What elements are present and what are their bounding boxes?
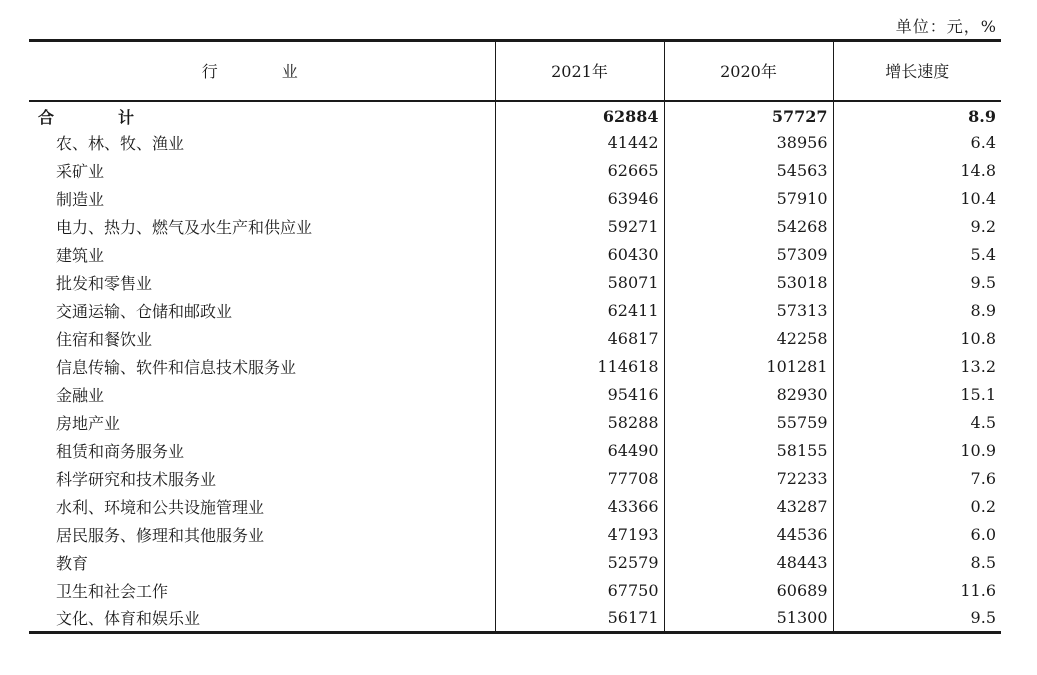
row-value-2021: 62884 bbox=[495, 101, 664, 129]
header-2021: 2021年 bbox=[495, 41, 664, 101]
table-row-total bbox=[29, 101, 1001, 129]
row-value-2020: 57313 bbox=[664, 297, 833, 325]
table-row bbox=[29, 185, 1001, 213]
row-name: 卫生和社会工作 bbox=[56, 582, 169, 601]
row-value-2021: 41442 bbox=[495, 129, 664, 157]
row-growth: 11.6 bbox=[833, 577, 1001, 605]
row-growth: 15.1 bbox=[833, 381, 1001, 409]
row-value-2020: 82930 bbox=[664, 381, 833, 409]
row-growth: 6.0 bbox=[833, 521, 1001, 549]
row-value-2020: 58155 bbox=[664, 437, 833, 465]
row-growth: 0.2 bbox=[833, 493, 1001, 521]
table-row bbox=[29, 353, 1001, 381]
row-value-2020: 48443 bbox=[664, 549, 833, 577]
header-industry: 行 业 bbox=[29, 41, 495, 101]
row-value-2020: 42258 bbox=[664, 325, 833, 353]
row-name: 信息传输、软件和信息技术服务业 bbox=[56, 358, 297, 377]
row-growth: 8.9 bbox=[833, 101, 1001, 129]
row-name: 科学研究和技术服务业 bbox=[56, 470, 217, 489]
row-value-2020: 55759 bbox=[664, 409, 833, 437]
row-value-2021: 64490 bbox=[495, 437, 664, 465]
row-growth: 5.4 bbox=[833, 241, 1001, 269]
table-row bbox=[29, 409, 1001, 437]
table-row bbox=[29, 241, 1001, 269]
row-value-2021: 46817 bbox=[495, 325, 664, 353]
row-name: 合 计 bbox=[38, 107, 159, 127]
row-value-2021: 58071 bbox=[495, 269, 664, 297]
row-growth: 9.2 bbox=[833, 213, 1001, 241]
row-value-2021: 58288 bbox=[495, 409, 664, 437]
table-row bbox=[29, 521, 1001, 549]
row-value-2021: 43366 bbox=[495, 493, 664, 521]
row-growth: 8.9 bbox=[833, 297, 1001, 325]
row-value-2021: 62665 bbox=[495, 157, 664, 185]
header-2020: 2020年 bbox=[664, 41, 833, 101]
row-name: 租赁和商务服务业 bbox=[56, 442, 185, 461]
table-row bbox=[29, 605, 1001, 633]
header-growth: 增长速度 bbox=[833, 41, 1001, 101]
row-name: 制造业 bbox=[56, 190, 105, 209]
table-row bbox=[29, 465, 1001, 493]
row-value-2020: 44536 bbox=[664, 521, 833, 549]
row-name: 农、林、牧、渔业 bbox=[56, 134, 185, 153]
row-value-2020: 57309 bbox=[664, 241, 833, 269]
row-growth: 14.8 bbox=[833, 157, 1001, 185]
row-value-2020: 43287 bbox=[664, 493, 833, 521]
row-growth: 13.2 bbox=[833, 353, 1001, 381]
row-growth: 7.6 bbox=[833, 465, 1001, 493]
row-value-2020: 57910 bbox=[664, 185, 833, 213]
table-row bbox=[29, 325, 1001, 353]
row-name: 住宿和餐饮业 bbox=[56, 330, 153, 349]
row-value-2020: 57727 bbox=[664, 101, 833, 129]
row-name: 水利、环境和公共设施管理业 bbox=[56, 498, 265, 517]
row-name: 交通运输、仓储和邮政业 bbox=[56, 302, 233, 321]
row-value-2020: 51300 bbox=[664, 605, 833, 633]
row-value-2020: 101281 bbox=[664, 353, 833, 381]
table-row bbox=[29, 297, 1001, 325]
row-name: 采矿业 bbox=[56, 162, 105, 181]
row-name: 批发和零售业 bbox=[56, 274, 153, 293]
row-name: 居民服务、修理和其他服务业 bbox=[56, 526, 265, 545]
row-value-2020: 38956 bbox=[664, 129, 833, 157]
row-value-2021: 52579 bbox=[495, 549, 664, 577]
row-growth: 4.5 bbox=[833, 409, 1001, 437]
row-name: 电力、热力、燃气及水生产和供应业 bbox=[56, 218, 313, 237]
row-name: 教育 bbox=[56, 554, 89, 573]
table-row bbox=[29, 129, 1001, 157]
row-value-2020: 60689 bbox=[664, 577, 833, 605]
unit-label: 单位：元，% bbox=[895, 17, 997, 36]
row-growth: 9.5 bbox=[833, 605, 1001, 633]
wage-table bbox=[29, 39, 1001, 634]
table-row bbox=[29, 381, 1001, 409]
row-value-2020: 54563 bbox=[664, 157, 833, 185]
row-value-2021: 56171 bbox=[495, 605, 664, 633]
row-value-2021: 47193 bbox=[495, 521, 664, 549]
row-growth: 9.5 bbox=[833, 269, 1001, 297]
row-value-2020: 54268 bbox=[664, 213, 833, 241]
row-name: 房地产业 bbox=[56, 414, 121, 433]
row-value-2021: 114618 bbox=[495, 353, 664, 381]
row-name: 建筑业 bbox=[56, 246, 105, 265]
row-value-2021: 62411 bbox=[495, 297, 664, 325]
table-row bbox=[29, 577, 1001, 605]
row-value-2021: 95416 bbox=[495, 381, 664, 409]
row-value-2021: 63946 bbox=[495, 185, 664, 213]
row-name: 金融业 bbox=[56, 386, 105, 405]
row-value-2020: 72233 bbox=[664, 465, 833, 493]
row-value-2020: 53018 bbox=[664, 269, 833, 297]
row-growth: 10.4 bbox=[833, 185, 1001, 213]
table-row bbox=[29, 213, 1001, 241]
row-growth: 8.5 bbox=[833, 549, 1001, 577]
table-row bbox=[29, 493, 1001, 521]
table-row bbox=[29, 269, 1001, 297]
row-value-2021: 60430 bbox=[495, 241, 664, 269]
row-growth: 6.4 bbox=[833, 129, 1001, 157]
table-row bbox=[29, 437, 1001, 465]
row-growth: 10.9 bbox=[833, 437, 1001, 465]
table-row bbox=[29, 157, 1001, 185]
row-value-2021: 67750 bbox=[495, 577, 664, 605]
table-header bbox=[29, 41, 1001, 101]
table-row bbox=[29, 549, 1001, 577]
row-value-2021: 59271 bbox=[495, 213, 664, 241]
row-name: 文化、体育和娱乐业 bbox=[29, 605, 495, 633]
row-value-2021: 77708 bbox=[495, 465, 664, 493]
table-body bbox=[29, 101, 1001, 633]
row-growth: 10.8 bbox=[833, 325, 1001, 353]
